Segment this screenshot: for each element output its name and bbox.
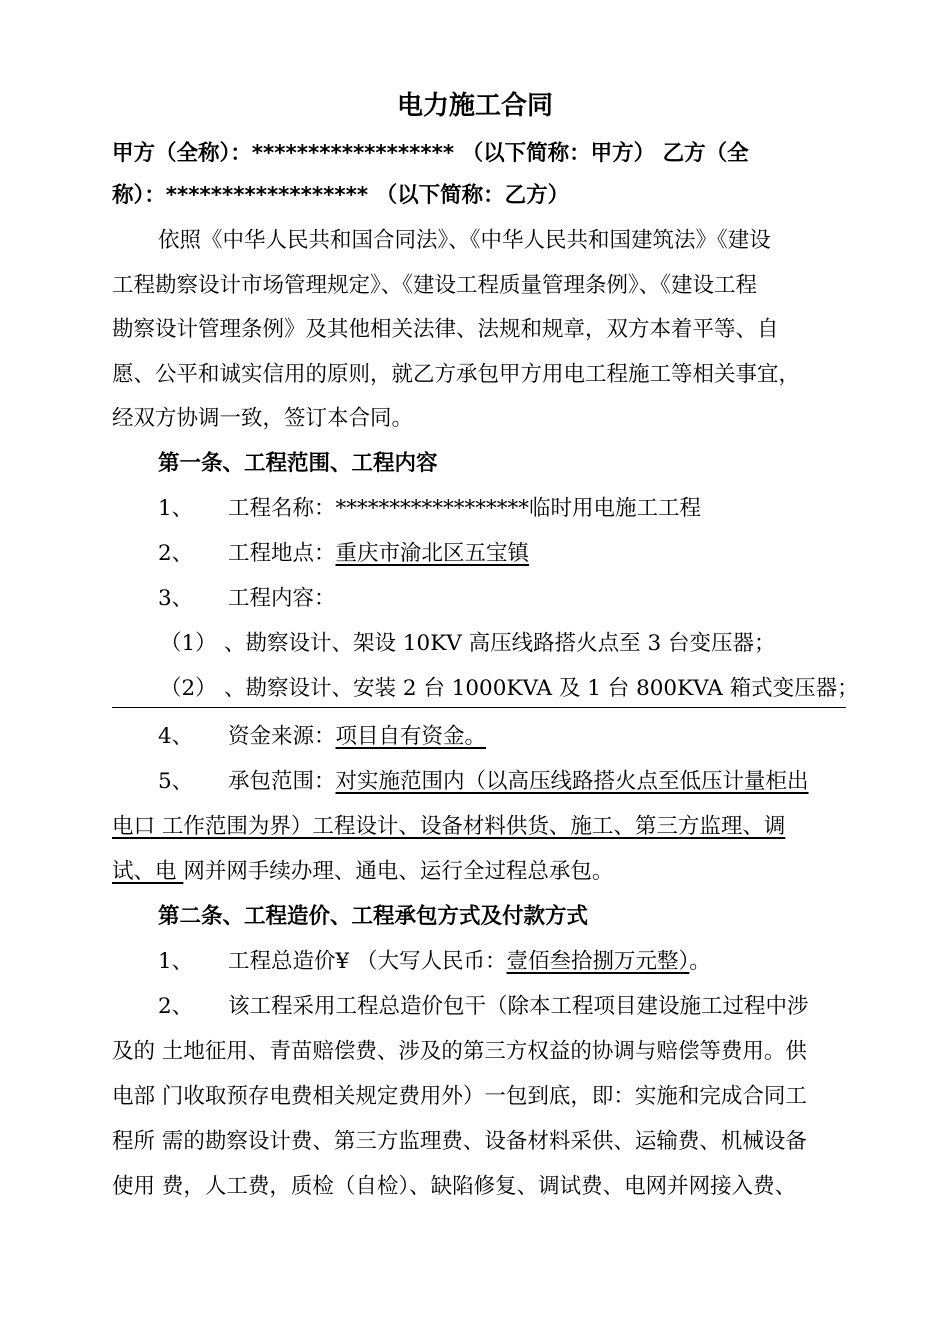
article1-item5 <box>158 767 809 797</box>
item-number: 1、 <box>158 496 194 521</box>
preamble-line-2: 工程勘察设计市场管理规定》、《建设工程质量管理条例》、《建设工程 <box>112 273 758 298</box>
article1-sub1 <box>160 629 775 659</box>
scope-value-line3: 网并网手续办理、通电、运行全过程总承包。 <box>183 859 614 884</box>
article1-item2 <box>158 539 529 569</box>
item2-line1: 该工程采用工程总造价包干（除本工程项目建设施工过程中涉 <box>228 994 809 1019</box>
scope-value-line3-underlined: 试、电 <box>112 859 184 884</box>
item-label: 工程内容： <box>228 586 336 611</box>
item-number: 2、 <box>158 541 194 566</box>
sub-text: 、勘察设计、架设 10KV 高压线路搭火点至 3 台变压器； <box>224 631 776 656</box>
scope-value-line1: 对实施范围内（以高压线路搭火点至低压计量柜出 <box>335 769 809 794</box>
article1-heading: 第一条、工程范围、工程内容 <box>158 451 438 476</box>
item-number: 4、 <box>158 724 194 749</box>
sub-number: （1） <box>160 631 217 656</box>
item-label: 承包范围： <box>228 769 336 794</box>
party-a-line: 甲方（全称）：****************** （以下简称：甲方） 乙方（全 <box>112 141 749 166</box>
article2-item2-line4: 程所 需的勘察设计费、第三方监理费、设备材料采供、运输费、机械设备 <box>112 1129 807 1154</box>
article2-item1 <box>158 947 711 977</box>
article1-item5-line3 <box>112 857 613 887</box>
article1-item3 <box>158 584 336 614</box>
funding-source-value: 项目自有资金。 <box>335 724 487 749</box>
item-number: 5、 <box>158 769 194 794</box>
article1-item4 <box>158 722 486 752</box>
item-number: 1、 <box>158 949 194 974</box>
preamble-line-4: 愿、公平和诚实信用的原则，就乙方承包甲方用电工程施工等相关事宜， <box>112 362 801 387</box>
article2-item2-line2: 及的 土地征用、青苗赔偿费、涉及的第三方权益的协调与赔偿等费用。供 <box>112 1039 807 1064</box>
item-number: 2、 <box>158 994 194 1019</box>
article2-item2-line3: 电部 门收取预存电费相关规定费用外）一包到底，即：实施和完成合同工 <box>112 1084 807 1109</box>
article1-item5-line2 <box>112 812 785 842</box>
page-title: 电力施工合同 <box>396 91 553 121</box>
item-label: 工程地点： <box>228 541 336 566</box>
article2-heading: 第二条、工程造价、工程承包方式及付款方式 <box>158 904 589 929</box>
article1-sub2 <box>160 674 859 704</box>
sub-text: 、勘察设计、安装 2 台 1000KVA 及 1 台 800KVA 箱式变压器； <box>224 676 859 701</box>
article2-item2-line5: 使用 费，人工费，质检（自检）、缺陷修复、调试费、电网并网接入费、 <box>112 1174 797 1199</box>
project-name-value: ******************临时用电施工工程 <box>335 496 702 521</box>
article1-item1 <box>158 494 701 524</box>
preamble-line-1: 依照《中华人民共和国合同法》、《中华人民共和国建筑法》《建设 <box>158 228 771 253</box>
item-label: 工程总造价¥ （大写人民币： <box>228 949 507 974</box>
party-b-line: 称）：****************** （以下简称：乙方） <box>112 183 570 208</box>
article2-item2 <box>158 992 809 1022</box>
total-price-value: 壹佰叁拾捌万元整） <box>506 949 690 974</box>
item-label: 工程名称： <box>228 496 336 521</box>
preamble-line-5: 经双方协调一致，签订本合同。 <box>112 406 414 431</box>
item-number: 3、 <box>158 586 194 611</box>
item-label: 资金来源： <box>228 724 336 749</box>
sub-number: （2） <box>160 676 217 701</box>
preamble-line-3: 勘察设计管理条例》及其他相关法律、法规和规章，双方本着平等、自 <box>112 317 779 342</box>
project-location-value: 重庆市渝北区五宝镇 <box>335 541 530 566</box>
horizontal-rule <box>112 707 846 708</box>
item-tail: 。 <box>689 949 711 974</box>
scope-value-line2: 电口 工作范围为界）工程设计、设备材料供货、施工、第三方监理、调 <box>112 814 786 839</box>
